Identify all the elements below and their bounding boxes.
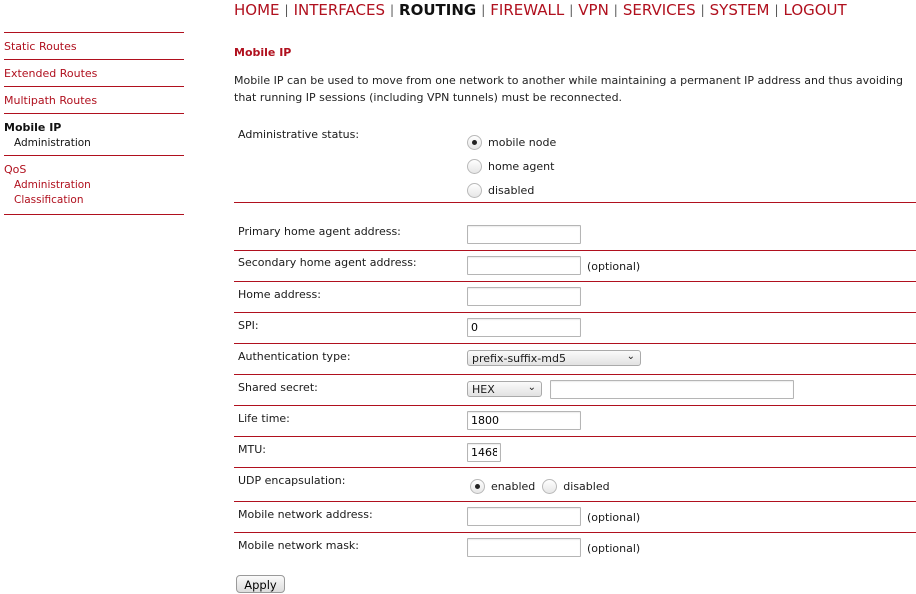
shared-secret-label: Shared secret: (238, 381, 318, 394)
radio-udp-enabled-label: enabled (491, 479, 536, 493)
mobile-network-mask-input[interactable] (467, 538, 581, 557)
primary-home-agent-input[interactable] (467, 225, 581, 244)
nav-services[interactable]: SERVICES (622, 1, 696, 19)
nav-interfaces[interactable]: INTERFACES (293, 1, 385, 19)
sidebar-item-extended-routes[interactable]: Extended Routes (4, 67, 98, 80)
sidebar-item-qos[interactable]: QoS (4, 163, 27, 176)
radio-udp-disabled[interactable] (542, 479, 557, 494)
shared-secret-input[interactable] (550, 380, 794, 399)
sidebar-subitem-mobile-ip-administration[interactable]: Administration (14, 137, 91, 149)
form-row-auth-type (234, 344, 916, 375)
home-address-label: Home address: (238, 288, 321, 301)
mtu-input[interactable] (467, 443, 501, 462)
form-row-primary-home-agent (234, 203, 916, 251)
sidebar-group-static-routes (4, 32, 184, 59)
secondary-home-agent-optional: (optional) (587, 260, 641, 273)
home-address-input[interactable] (467, 287, 581, 306)
mobile-ip-form (234, 119, 916, 563)
form-row-mtu (234, 437, 916, 468)
admin-status-radio-group (467, 131, 556, 201)
form-row-mobile-network-address (234, 502, 916, 533)
spi-label: SPI: (238, 319, 259, 332)
mobile-network-address-input[interactable] (467, 507, 581, 526)
radio-option-udp-disabled[interactable] (542, 475, 609, 497)
radio-mobile-node[interactable] (467, 135, 482, 150)
life-time-label: Life time: (238, 412, 290, 425)
top-navigation (234, 1, 847, 19)
radio-mobile-node-label: mobile node (488, 135, 557, 149)
mobile-network-mask-optional: (optional) (587, 542, 641, 555)
nav-separator: | (613, 3, 618, 17)
sidebar-subitem-qos-classification[interactable]: Classification (14, 194, 84, 206)
nav-separator: | (774, 3, 779, 17)
radio-home-agent-label: home agent (488, 159, 555, 173)
shared-secret-format-select[interactable] (467, 381, 542, 397)
sidebar-item-mobile-ip[interactable]: Mobile IP (4, 121, 62, 134)
nav-routing[interactable]: ROUTING (399, 1, 477, 19)
sidebar-group-qos (4, 155, 184, 215)
radio-option-mobile-node[interactable] (467, 131, 556, 153)
nav-home[interactable]: HOME (234, 1, 280, 19)
auth-type-label: Authentication type: (238, 350, 351, 363)
mobile-network-address-label: Mobile network address: (238, 508, 373, 521)
mobile-network-mask-label: Mobile network mask: (238, 539, 360, 552)
nav-separator: | (481, 3, 486, 17)
radio-udp-enabled[interactable] (470, 479, 485, 494)
spi-input[interactable] (467, 318, 581, 337)
form-row-spi (234, 313, 916, 344)
sidebar-item-static-routes[interactable]: Static Routes (4, 40, 77, 53)
secondary-home-agent-input[interactable] (467, 256, 581, 275)
form-row-udp-encapsulation (234, 468, 916, 502)
radio-disabled-label: disabled (488, 183, 535, 197)
form-row-life-time (234, 406, 916, 437)
page-description: Mobile IP can be used to move from one network to another while maintaining a permanent IP address and thus avoiding that running IP sessions (including VPN tunnels) must be reconnected. (234, 74, 903, 104)
admin-status-label: Administrative status: (238, 128, 360, 141)
form-row-admin-status (234, 119, 916, 203)
nav-separator: | (569, 3, 574, 17)
auth-type-select[interactable] (467, 350, 641, 366)
secondary-home-agent-label: Secondary home agent address: (238, 256, 417, 269)
radio-udp-disabled-label: disabled (563, 479, 610, 493)
mtu-label: MTU: (238, 443, 266, 456)
chevron-down-icon: ⌄ (527, 382, 536, 393)
form-row-home-address (234, 282, 916, 313)
sidebar-group-mobile-ip (4, 113, 184, 155)
nav-separator: | (700, 3, 705, 17)
main-content (234, 46, 914, 106)
radio-option-home-agent[interactable] (467, 155, 556, 177)
form-row-mobile-network-mask (234, 533, 916, 563)
sidebar-group-multipath-routes (4, 86, 184, 113)
sidebar-subitem-qos-administration[interactable]: Administration (14, 179, 91, 191)
radio-option-udp-enabled[interactable] (467, 475, 535, 497)
radio-disabled[interactable] (467, 183, 482, 198)
sidebar-group-extended-routes (4, 59, 184, 86)
udp-encapsulation-radio-group (467, 475, 610, 497)
udp-encapsulation-label: UDP encapsulation: (238, 474, 346, 487)
nav-separator: | (284, 3, 289, 17)
sidebar (4, 32, 184, 215)
auth-type-value: prefix-suffix-md5 (472, 352, 566, 365)
radio-home-agent[interactable] (467, 159, 482, 174)
primary-home-agent-label: Primary home agent address: (238, 225, 401, 238)
page-title: Mobile IP (234, 46, 292, 59)
nav-logout[interactable]: LOGOUT (783, 1, 847, 19)
nav-firewall[interactable]: FIREWALL (490, 1, 565, 19)
chevron-down-icon: ⌄ (626, 351, 635, 362)
radio-option-disabled[interactable] (467, 179, 556, 201)
shared-secret-format-value: HEX (472, 383, 495, 396)
form-row-secondary-home-agent (234, 251, 916, 282)
nav-vpn[interactable]: VPN (578, 1, 609, 19)
form-row-shared-secret (234, 375, 916, 406)
apply-button[interactable]: Apply (236, 575, 285, 593)
nav-separator: | (390, 3, 395, 17)
mobile-network-address-optional: (optional) (587, 511, 641, 524)
life-time-input[interactable] (467, 411, 581, 430)
nav-system[interactable]: SYSTEM (709, 1, 770, 19)
sidebar-item-multipath-routes[interactable]: Multipath Routes (4, 94, 98, 107)
